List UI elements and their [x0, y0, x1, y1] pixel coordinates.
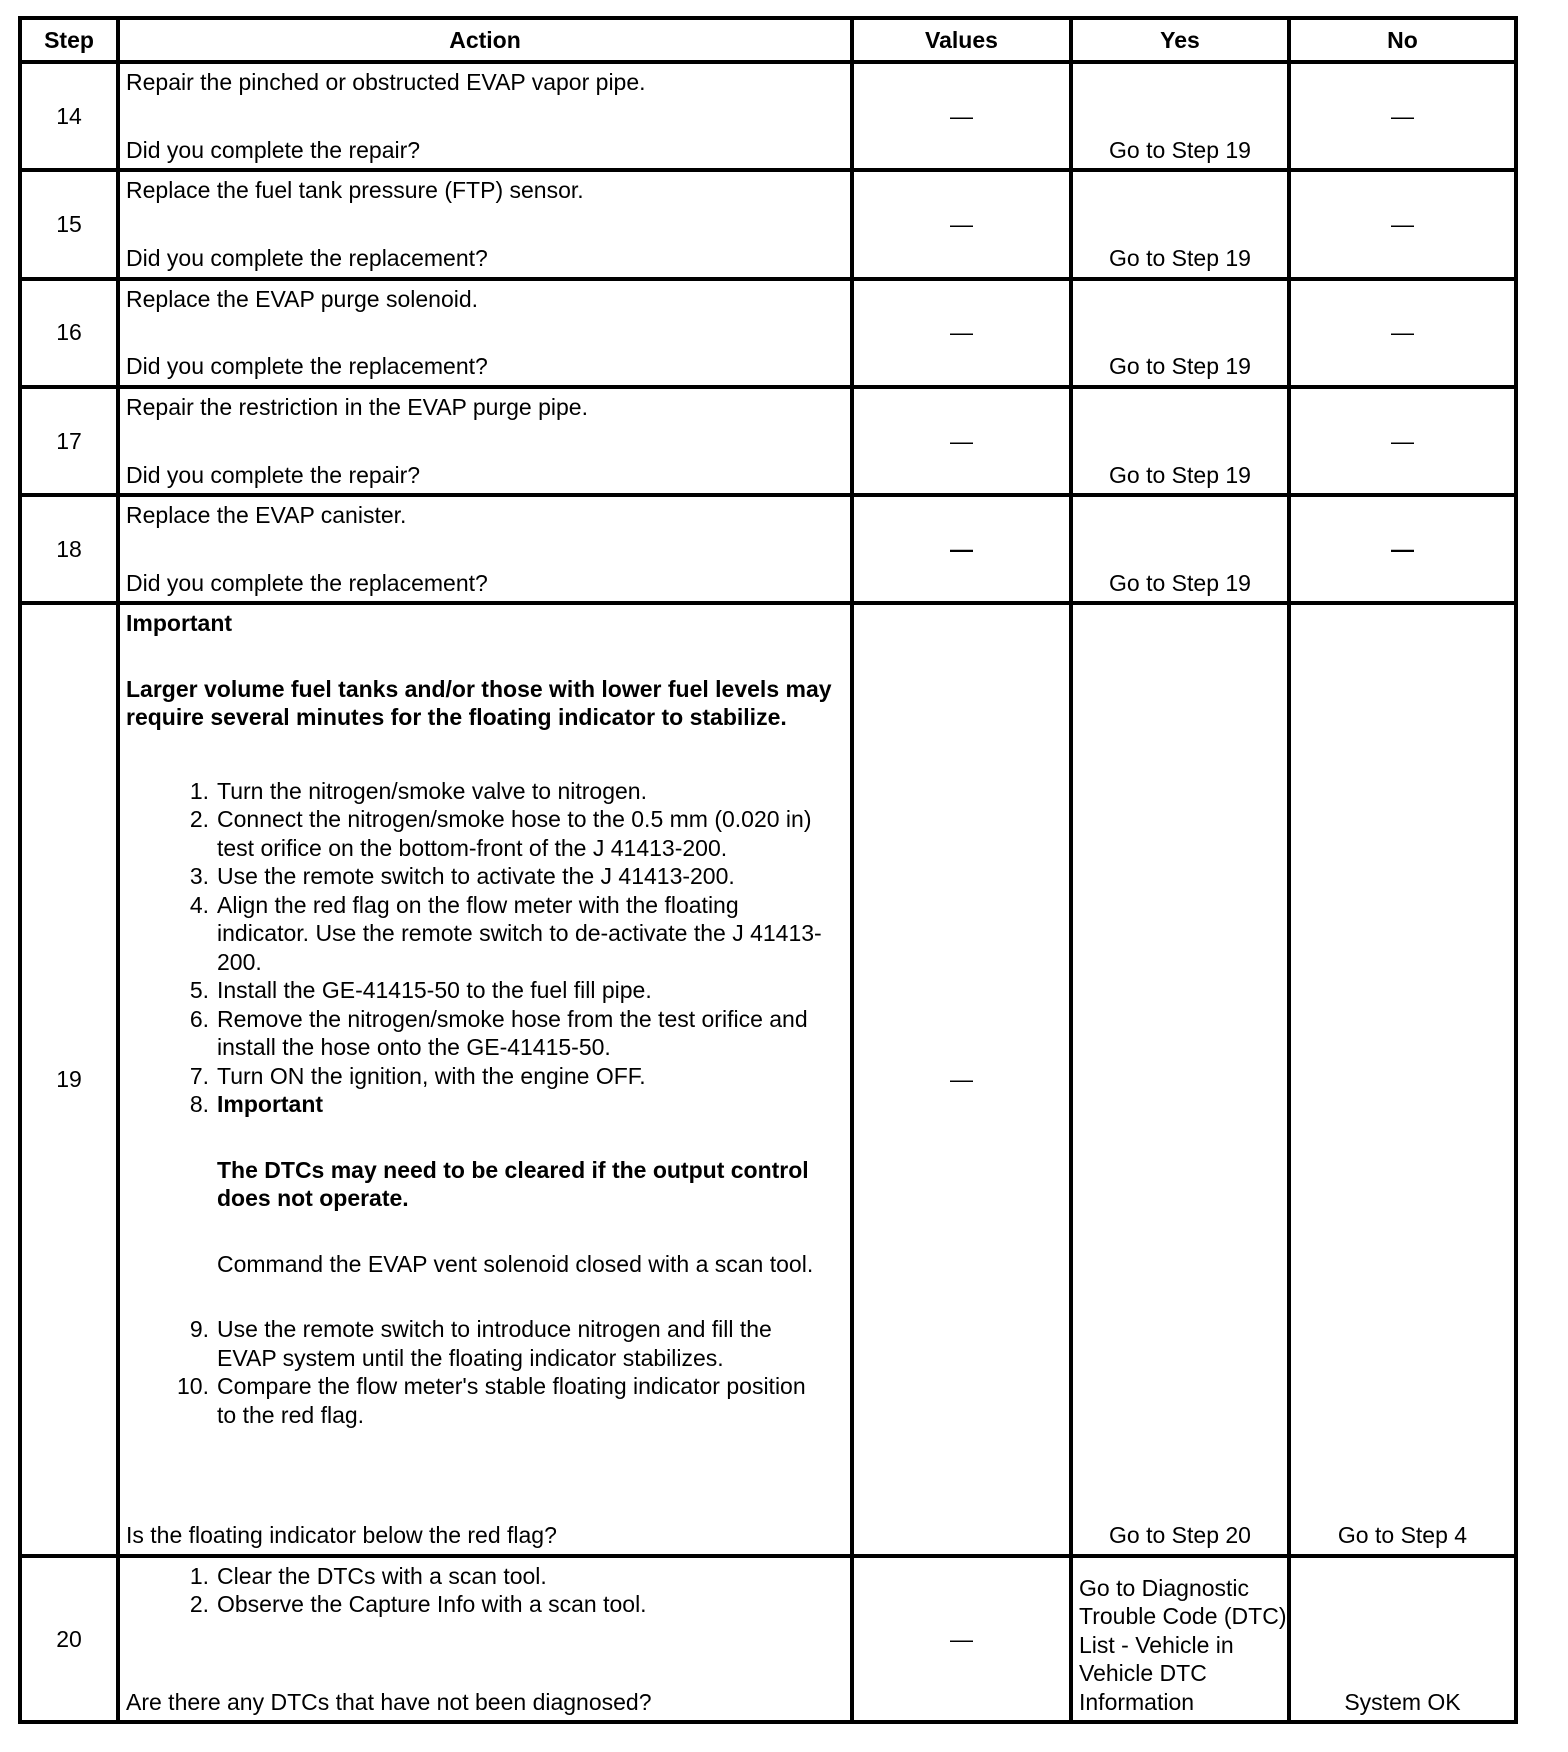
- list-item: 9. Use the remote switch to introduce nitrogen and fill the EVAP system until the floating indicator stabilizes.: [189, 1316, 772, 1371]
- values-cell: —: [852, 495, 1071, 603]
- yes-cell: Go to Step 20: [1071, 603, 1289, 1555]
- action-question: Did you complete the repair?: [126, 136, 421, 163]
- header-no: No: [1289, 18, 1516, 62]
- yes-cell: Go to Step 19: [1071, 279, 1289, 387]
- list-item: 7. Turn ON the ignition, with the engine OFF.: [189, 1062, 646, 1089]
- step-number: 14: [20, 62, 118, 170]
- list-item: 1. Clear the DTCs with a scan tool.: [189, 1562, 547, 1589]
- values-cell: —: [852, 1556, 1071, 1722]
- yes-cell: Go to Diagnostic Trouble Code (DTC) List - Vehicle in Vehicle DTC Information: [1071, 1556, 1289, 1722]
- step-number: 15: [20, 170, 118, 278]
- action-cell: [118, 1556, 852, 1722]
- step-number: 19: [20, 603, 118, 1555]
- step-number: 20: [20, 1556, 118, 1722]
- list-item: 5. Install the GE-41415-50 to the fuel fill pipe.: [189, 977, 652, 1004]
- important-note: Larger volume fuel tanks and/or those with lower fuel levels may require several minutes for the floating indicator to stabilize.: [126, 675, 832, 731]
- table-row: [20, 62, 1516, 170]
- values-cell: —: [852, 62, 1071, 170]
- header-row: [20, 18, 1516, 62]
- values-cell: —: [852, 170, 1071, 278]
- no-cell: Go to Step 4: [1289, 603, 1516, 1555]
- action-text: Repair the restriction in the EVAP purge pipe.: [126, 393, 588, 420]
- list-item: 3. Use the remote switch to activate the J 41413-200.: [189, 863, 735, 890]
- yes-cell: Go to Step 19: [1071, 62, 1289, 170]
- values-cell: —: [852, 603, 1071, 1555]
- important-label: Important: [126, 610, 233, 637]
- action-question: Did you complete the replacement?: [126, 569, 488, 596]
- list-item: 1. Turn the nitrogen/smoke valve to nitrogen.: [189, 777, 647, 804]
- action-question: Did you complete the repair?: [126, 461, 421, 488]
- header-step: Step: [20, 18, 118, 62]
- action-cell: [118, 279, 852, 387]
- table-row: [20, 170, 1516, 278]
- no-cell: —: [1289, 62, 1516, 170]
- procedure-list: [126, 777, 844, 1430]
- procedure-list: [126, 1562, 844, 1619]
- action-cell: [118, 495, 852, 603]
- yes-cell: Go to Step 19: [1071, 387, 1289, 495]
- action-question: Is the floating indicator below the red flag?: [126, 1522, 557, 1549]
- action-cell: [118, 387, 852, 495]
- no-cell: —: [1289, 495, 1516, 603]
- no-cell: System OK: [1289, 1556, 1516, 1722]
- action-cell: [118, 62, 852, 170]
- table-row: [20, 387, 1516, 495]
- list-item: 2. Connect the nitrogen/smoke hose to the 0.5 mm (0.020 in) test orifice on the bottom-front of the J 41413-200.: [189, 806, 812, 861]
- step-number: 16: [20, 279, 118, 387]
- no-cell: —: [1289, 279, 1516, 387]
- header-action: Action: [118, 18, 852, 62]
- action-question: Are there any DTCs that have not been diagnosed?: [126, 1688, 652, 1715]
- action-instructions: [126, 609, 844, 1429]
- no-cell: —: [1289, 170, 1516, 278]
- action-text: Replace the EVAP canister.: [126, 502, 407, 529]
- yes-cell: Go to Step 19: [1071, 170, 1289, 278]
- command-text: Command the EVAP vent solenoid closed with a scan tool.: [217, 1250, 814, 1277]
- step-number: 17: [20, 387, 118, 495]
- action-cell: [118, 603, 852, 1555]
- values-cell: —: [852, 387, 1071, 495]
- table-row: [20, 495, 1516, 603]
- step-number: 18: [20, 495, 118, 603]
- important-note: The DTCs may need to be cleared if the output control does not operate.: [217, 1156, 809, 1212]
- table-row: [20, 603, 1516, 1555]
- important-label: Important: [217, 1091, 324, 1118]
- action-question: Did you complete the replacement?: [126, 353, 488, 380]
- table-row: [20, 279, 1516, 387]
- list-item: 4. Align the red flag on the flow meter with the floating indicator. Use the remote switch to de-activate the J 41413-200.: [189, 891, 822, 975]
- header-values: Values: [852, 18, 1071, 62]
- list-item: 2. Observe the Capture Info with a scan tool.: [189, 1591, 647, 1618]
- list-item: 6. Remove the nitrogen/smoke hose from the test orifice and install the hose onto the GE-41415-50.: [189, 1005, 808, 1061]
- list-item: 8. Important The DTCs may need to be cleared if the output control does not operate. Command the EVAP vent solenoid closed with a scan tool.: [126, 1090, 844, 1315]
- list-item: 10. Compare the flow meter's stable floating indicator position to the red flag.: [177, 1373, 806, 1428]
- no-cell: —: [1289, 387, 1516, 495]
- diagnostic-table: [18, 16, 1518, 1724]
- yes-cell: Go to Step 19: [1071, 495, 1289, 603]
- action-text: Repair the pinched or obstructed EVAP vapor pipe.: [126, 69, 646, 95]
- action-text: Replace the fuel tank pressure (FTP) sensor.: [126, 177, 584, 204]
- action-cell: [118, 170, 852, 278]
- action-question: Did you complete the replacement?: [126, 245, 488, 272]
- header-yes: Yes: [1071, 18, 1289, 62]
- table-row: [20, 1556, 1516, 1722]
- action-text: Replace the EVAP purge solenoid.: [126, 285, 479, 312]
- values-cell: —: [852, 279, 1071, 387]
